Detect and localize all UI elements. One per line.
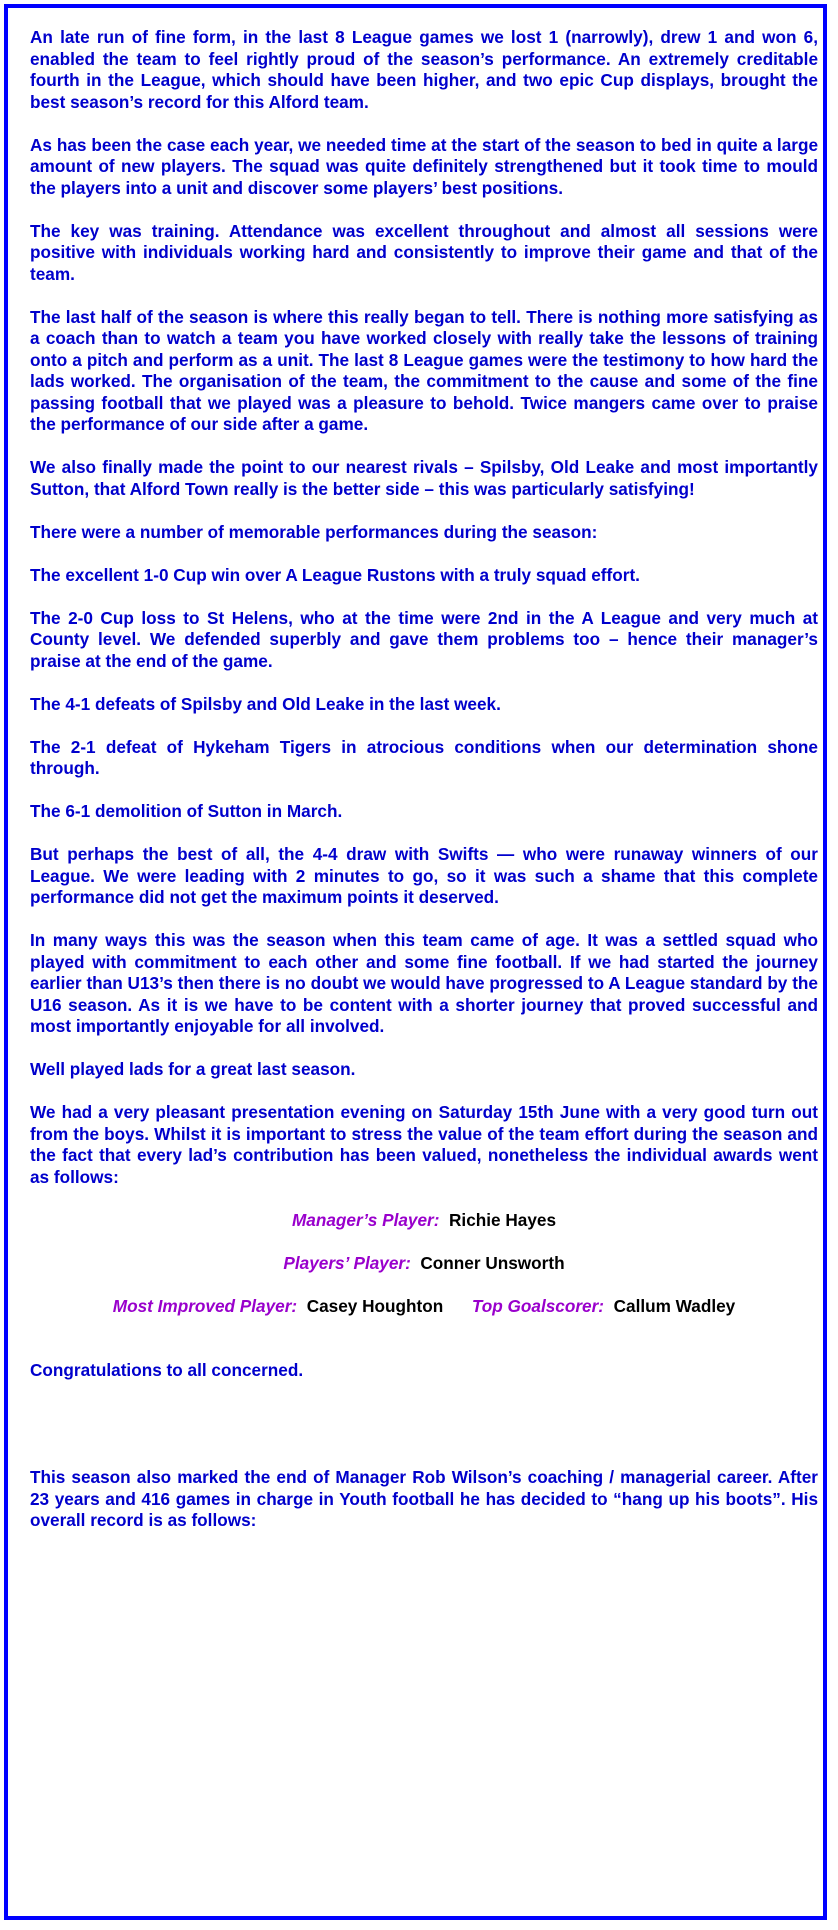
award-winner: Richie Hayes — [449, 1209, 557, 1230]
article-content — [30, 27, 818, 1553]
paragraph: As has been the case each year, we needed time at the start of the season to bed in quite a large amount of new players. The squad was quite definitely strengthened but it took time to mould the players into a unit and discover some players’ best positions. — [30, 134, 818, 198]
paragraph: An late run of fine form, in the last 8 League games we lost 1 (narrowly), drew 1 and won 6, enabled the team to feel rightly proud of the season’s performance. An extremely creditable fourth in the League, which should have been higher, and two epic Cup displays, brought the best season’s record for this Alford team. — [30, 27, 818, 112]
paragraph: The key was training. Attendance was excellent throughout and almost all sessions were positive with individuals working hard and consistently to improve their game and that of the team. — [30, 220, 818, 284]
paragraph: In many ways this was the season when this team came of age. It was a settled squad who played with commitment to each other and some fine football. If we had started the journey earlier than U13’s then there is no doubt we would have progressed to A League standard by the U16 season. As it is we have to be content with a shorter journey that proved successful and most importantly enjoyable for all involved. — [30, 930, 818, 1036]
award-winner: Casey Houghton — [306, 1295, 444, 1316]
award-winner: Callum Wadley — [613, 1295, 736, 1316]
award-title: Players’ Player: — [283, 1252, 411, 1273]
award-winner: Conner Unsworth — [420, 1252, 565, 1273]
award-row-improved-goalscorer — [30, 1296, 818, 1318]
paragraph: The excellent 1-0 Cup win over A League Rustons with a truly squad effort. — [30, 564, 640, 585]
paragraph: The last half of the season is where this really began to tell. There is nothing more satisfying as a coach than to watch a team you have worked closely with really take the lessons of training onto a pitch and perform as a unit. The last 8 League games were the testimony to how hard the lads worked. The organisation of the team, the commitment to the cause and some of the fine passing football that we played was a pleasure to behold. Twice mangers came over to praise the performance of our side after a game. — [30, 306, 818, 434]
paragraph: Well played lads for a great last season. — [30, 1059, 356, 1079]
paragraph: We had a very pleasant presentation evening on Saturday 15th June with a very good turn out from the boys. Whilst it is important to stress the value of the team effort during the season and the fact that every lad’s contribution has been valued, nonetheless the individual awards went as follows: — [30, 1102, 818, 1187]
paragraph: There were a number of memorable performances during the season: — [30, 521, 598, 542]
award-title: Manager’s Player: — [291, 1209, 440, 1230]
text-box-frame — [4, 4, 827, 1920]
award-players-player — [30, 1253, 818, 1275]
congratulations-text: Congratulations to all concerned. — [30, 1360, 304, 1380]
paragraph: This season also marked the end of Manager Rob Wilson’s coaching / managerial career. After 23 years and 416 games in charge in Youth football he has decided to “hang up his boots”. His overall record is as follows: — [30, 1467, 818, 1530]
paragraph: The 6-1 demolition of Sutton in March. — [30, 801, 343, 821]
award-title: Top Goalscorer: — [471, 1295, 605, 1316]
paragraph: The 2-1 defeat of Hykeham Tigers in atrocious conditions when our determination shone through. — [30, 736, 818, 778]
paragraph: But perhaps the best of all, the 4-4 draw with Swifts — who were runaway winners of our League. We were leading with 2 minutes to go, so it was such a shame that this complete performance did not get the maximum points it deserved. — [30, 844, 818, 907]
award-title: Most Improved Player: — [112, 1295, 298, 1316]
paragraph: The 4-1 defeats of Spilsby and Old Leake in the last week. — [30, 693, 501, 714]
award-managers-player — [30, 1210, 818, 1232]
paragraph: The 2-0 Cup loss to St Helens, who at the time were 2nd in the A League and very much at County level. We defended superbly and gave them problems too – hence their manager’s praise at the end of the game. — [30, 607, 818, 671]
paragraph: We also finally made the point to our nearest rivals – Spilsby, Old Leake and most importantly Sutton, that Alford Town really is the better side – this was particularly satisfying! — [30, 457, 818, 499]
